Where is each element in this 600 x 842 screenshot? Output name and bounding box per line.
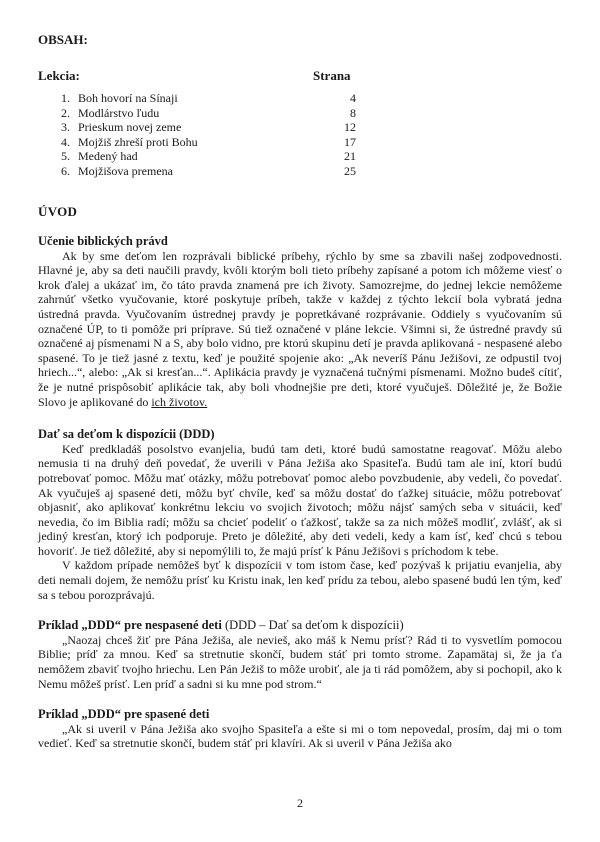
toc-item-number: 1.: [61, 91, 70, 105]
toc-item-number: 3.: [61, 120, 70, 135]
toc-item: [56, 106, 356, 121]
toc-item-title: Mojžiš zhreší proti Bohu: [78, 134, 198, 149]
intro-heading: ÚVOD: [38, 204, 78, 219]
paragraph-text: Ak by sme deťom len rozprávali biblické príbehy, rýchlo by sme sa zbavili našej zodpovednosti. Hlavné je, aby sa deti naučili pravdy, kvôli ktorým boli tieto príbehy zapísané a potom ich môžeme viesť o krok ďalej a ukázať im, čo táto pravda znamená pre ich životy. Samozrejme, do jednej lekcie nemôžeme zahrnúť všetko vyučovanie, ktoré poskytuje príbeh, takže v každej z týchto lekcií bola vybratá jedna ústredná pravda. Vyučovaním ústrednej pravdy je popretkávané rozprávanie. Oddiely s vyučovaním sú označené ÚP, to ti pomôže pri príprave. Sú tiež označené v pláne lekcie. Všimni si, že ústredné pravdy sú označené aj písmenami N a S, aby bolo vidno, pre ktorú skupinu detí je pravda aplikovaná - nespasené alebo spasené. To je tiež jasné z textu, keď je použité spojenie ako: „Ak neveríš Pánu Ježišovi, ze odpustil tvoj hriech...“, alebo: „Ak si kresťan...“. Aplikácia pravdy je vyznačená tučnými písmenami. Možno budeš cítiť, že je nutné prispôsobiť aplikácie tak, aby boli vhodnejšie pre deti, ktoré vyučuješ. Dôležité je, že Božie Slovo je aplikované do: [38, 248, 562, 409]
toc-item-page: 25: [344, 163, 356, 178]
toc-item-page: 4: [350, 91, 356, 105]
table-of-contents: [56, 91, 356, 179]
paragraph-ddd-1: Keď predkladáš posolstvo evanjelia, budú tam deti, ktoré budú samostatne reagovať. Môžu alebo nemusia ti na druhý deň povedať, že uverili v Pána Ježiša ako Spasiteľa. Budú tam ale iní, ktorí budú potrebovať pomoc. Môžu mať otázky, môžu potrebovať pomoc alebo povzbudenie, aby vedeli, čo povedať. Ak vyučuješ aj spasené deti, môžu byť chvíle, keď sa môžu dostať do ťažkej situácie, môžu potrebovať objasniť, ako aplikovať konkrétnu lekciu vo svojich životoch; môžu nájsť samých seba v situácii, keď nevedia, čo im Biblia radí; môžu sa chcieť podeliť o ťažkosť, takže sa za nich môžeš modliť, zvlášť, ak si jediný kresťan, ktorý ich podporuje. Preto je dôležité, aby deti vedeli, kedy a kam ísť, keď chcú s tebou hovoriť. Je tiež dôležité, aby si nepomýlili to, že majú prísť k Pánu Ježišovi s príchodom k tebe.: [38, 441, 562, 558]
toc-item-page: 8: [350, 105, 356, 120]
toc-column-page: Strana: [313, 68, 351, 83]
toc-heading: OBSAH:: [38, 32, 88, 47]
underlined-text: ich životov.: [151, 394, 208, 409]
toc-item-page: 21: [344, 149, 356, 164]
toc-item-number: 6.: [61, 163, 70, 178]
toc-item-title: Mojžišova premena: [78, 163, 173, 178]
section-title-example-saved: Príklad „DDD“ pre spasené deti: [38, 707, 210, 722]
paragraph-example-unsaved: „Naozaj chceš žiť pre Pána Ježiša, ale nevieš, ako máš k Nemu prísť? Rád ti to vysvetlím pomocou Biblie; príď za mnou. Keď sa stretnutie skončí, budem stáť pri tomto strome. Zapamätaj si, že ja ťa nemôžem zbaviť tvojho hriechu. Len Pán Ježiš to môže urobiť, ale ja ti rád pomôžem, aby si pochopil, ako k Nemu môžeš prísť. Len príď a sadni si ku mne pod strom.“: [38, 632, 562, 691]
section-title-biblical-truths: Učenie biblických právd: [38, 234, 168, 248]
toc-item-page: 12: [344, 120, 356, 135]
toc-item-title: Modlárstvo ľudu: [78, 105, 160, 120]
toc-item: [56, 135, 356, 150]
toc-item-page: 17: [344, 134, 356, 149]
intro-content: [38, 234, 562, 751]
toc-item: [56, 149, 356, 164]
page-number: 2: [297, 796, 303, 810]
section-title-example-unsaved: [38, 618, 562, 633]
toc-item-number: 4.: [61, 134, 70, 149]
toc-item-number: 2.: [61, 105, 70, 120]
toc-item-title: Medený had: [78, 149, 138, 164]
section-title-normal-part: (DDD – Dať sa deťom k dispozícii): [221, 618, 404, 633]
toc-item: [56, 91, 356, 106]
toc-item-number: 5.: [61, 149, 70, 164]
paragraph-example-saved: „Ak si uveril v Pána Ježiša ako svojho Spasiteľa a ešte si mi o tom nepovedal, prosím, daj mi o tom vedieť. Keď sa stretnutie skončí, budem stáť pri klavíri. Ak si uveril v Pána Ježiša ako: [38, 721, 562, 751]
section-title-bold-part: Príklad „DDD“ pre nespasené deti: [38, 618, 222, 633]
paragraph-ddd-2: V každom prípade nemôžeš byť k dispozícii v tom istom čase, keď pozývaš k prijatiu evanjelia, aby deti nemali dojem, že nemôžu prísť ku Kristu inak, len keď prídu za tebou, alebo spasené budú len tým, keď sa s tebou porozprávajú.: [38, 558, 562, 602]
toc-item: [56, 164, 356, 179]
toc-item: [56, 120, 356, 135]
paragraph-biblical-truths: [38, 249, 562, 410]
toc-item-title: Prieskum novej zeme: [78, 120, 182, 135]
toc-item-title: Boh hovorí na Sínaji: [78, 91, 178, 105]
section-title-ddd: Dať sa deťom k dispozícii (DDD): [38, 427, 215, 442]
toc-column-lesson: Lekcia:: [38, 68, 80, 83]
